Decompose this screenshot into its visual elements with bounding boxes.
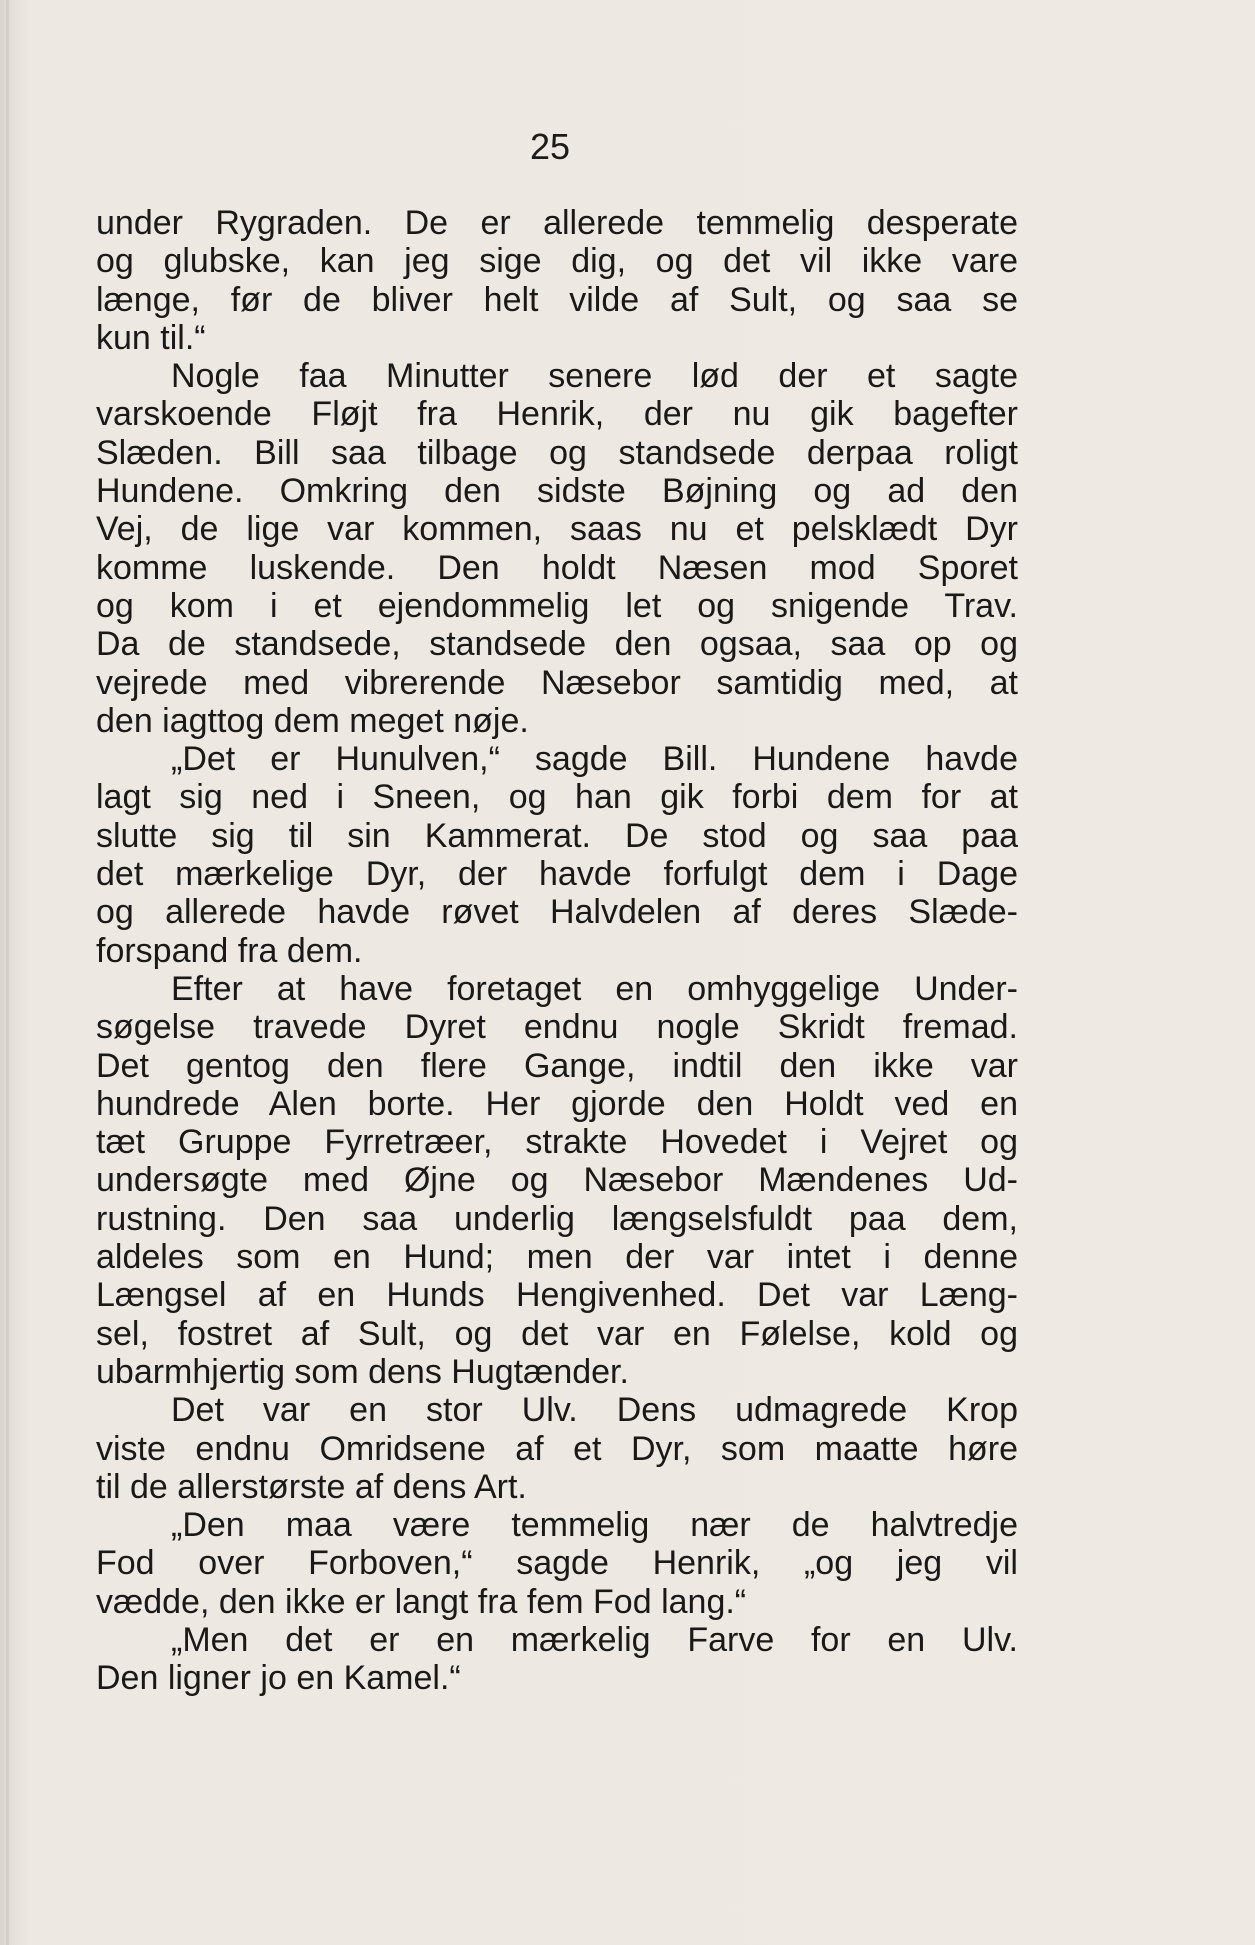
text-line: hundrede Alen borte. Her gjorde den Holdt ved en [96, 1084, 1018, 1123]
text-line: Vej, de lige var kommen, saas nu et pelsklædt Dyr [96, 510, 1018, 549]
text-line: Det var en stor Ulv. Dens udmagrede Krop [171, 1391, 1018, 1430]
text-line: viste endnu Omridsene af et Dyr, som maatte høre [96, 1429, 1018, 1468]
text-line: Længsel af en Hunds Hengivenhed. Det var Læng- [96, 1276, 1018, 1315]
page-number: 25 [529, 126, 571, 167]
text-line: lagt sig ned i Sneen, og han gik forbi dem for at [96, 778, 1018, 817]
text-line: varskoende Fløjt fra Henrik, der nu gik bagefter [96, 395, 1018, 434]
text-line: komme luskende. Den holdt Næsen mod Sporet [96, 548, 1018, 587]
text-line: „Men det er en mærkelig Farve for en Ulv. [171, 1620, 1018, 1659]
text-line: vejrede med vibrerende Næsebor samtidig med, at [96, 663, 1018, 702]
text-line: „Det er Hunulven,“ sagde Bill. Hundene havde [171, 740, 1018, 779]
text-line: tæt Gruppe Fyrretræer, strakte Hovedet i Vejret og [96, 1123, 1018, 1162]
text-line: til de allerstørste af dens Art. [96, 1467, 527, 1506]
text-line: kun til.“ [96, 318, 206, 357]
text-line: Efter at have foretaget en omhyggelige Under- [171, 969, 1018, 1008]
text-line: „Den maa være temmelig nær de halvtredje [171, 1506, 1018, 1545]
text-line: det mærkelige Dyr, der havde forfulgt dem i Dage [96, 855, 1018, 894]
text-line: vædde, den ikke er langt fra fem Fod lang.“ [96, 1582, 747, 1621]
binding-edge-mark [6, 0, 9, 1945]
text-line: Slæden. Bill saa tilbage og standsede derpaa roligt [96, 433, 1018, 472]
text-line: Da de standsede, standsede den ogsaa, saa op og [96, 625, 1018, 664]
text-line: Fod over Forboven,“ sagde Henrik, „og jeg vil [96, 1544, 1018, 1583]
text-line: forspand fra dem. [96, 931, 363, 970]
text-line: under Rygraden. De er allerede temmelig desperate [96, 204, 1018, 242]
text-line: længe, før de bliver helt vilde af Sult, og saa se [96, 280, 1018, 319]
text-line: Hundene. Omkring den sidste Bøjning og ad den [96, 472, 1018, 511]
text-line: sel, fostret af Sult, og det var en Følelse, kold og [96, 1314, 1018, 1353]
text-line: Nogle faa Minutter senere lød der et sagte [171, 357, 1018, 396]
text-line: aldeles som en Hund; men der var intet i denne [96, 1238, 1018, 1277]
text-line: slutte sig til sin Kammerat. De stod og saa paa [96, 816, 1018, 855]
text-line: undersøgte med Øjne og Næsebor Mændenes Ud- [96, 1161, 1018, 1200]
text-line: rustning. Den saa underlig længselsfuldt paa dem, [96, 1199, 1018, 1238]
text-line: Det gentog den flere Gange, indtil den ikke var [96, 1046, 1018, 1085]
text-line: og glubske, kan jeg sige dig, og det vil ikke vare [96, 242, 1018, 281]
text-line: og allerede havde røvet Halvdelen af deres Slæde- [96, 893, 1018, 932]
text-line: den iagttog dem meget nøje. [96, 701, 529, 740]
text-line: søgelse travede Dyret endnu nogle Skridt fremad. [96, 1008, 1018, 1047]
text-line: og kom i et ejendommelig let og snigende Trav. [96, 586, 1018, 625]
body-text [96, 204, 1018, 1698]
text-line: ubarmhjertig som dens Hugtænder. [96, 1352, 629, 1391]
text-line: Den ligner jo en Kamel.“ [96, 1659, 461, 1698]
